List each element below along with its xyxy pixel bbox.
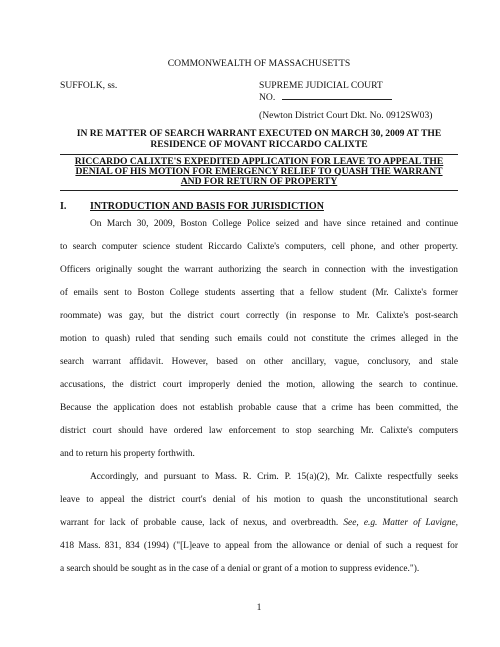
paragraph2-line: a search should be sought as in the case of a denial or grant of a motion to suppress evidence."). [60, 564, 420, 574]
lavigne-citation: See, e.g. Matter of Lavigne, [343, 518, 459, 528]
matter-caption-line2: RESIDENCE OF MOVANT RICCARDO CALIXTE [150, 139, 368, 150]
paragraph1-line: Because the application does not establish probable cause that a crime has been committed, the [60, 403, 458, 413]
lower-court-docket: (Newton District Court Dkt. No. 0912SW03) [259, 110, 433, 121]
paragraph1-line: search warrant affidavit. However, based on other ancillary, vague, conclusory, and stale [60, 357, 458, 367]
paragraph1-line: Officers originally sought the warrant authorizing the search in connection with the investigation [60, 265, 458, 275]
paragraph2-line3-text: warrant for lack of probable cause, lack of nexus, and overbreadth. [60, 518, 344, 528]
paragraph1-line: On March 30, 2009, Boston College Police seized and have since retained and continue [90, 219, 458, 229]
paragraph1-line: of emails sent to Boston College students asserting that a fellow student (Mr. Calixte's former [60, 288, 458, 298]
page-number: 1 [256, 602, 262, 613]
paragraph2-line [60, 518, 458, 529]
county-label: SUFFOLK, ss. [60, 80, 118, 91]
document-title-line3: AND FOR RETURN OF PROPERTY [180, 176, 338, 187]
docket-no-text: NO. [259, 92, 276, 103]
paragraph2-line: Accordingly, and pursuant to Mass. R. Crim. P. 15(a)(2), Mr. Calixte respectfully seeks [90, 472, 458, 482]
docket-number-blank [282, 91, 392, 100]
document-title-line1: RICCARDO CALIXTE'S EXPEDITED APPLICATION FOR LEAVE TO APPEAL THE [74, 156, 444, 167]
docket-number-label [259, 91, 392, 103]
paragraph1-line: district court should have ordered law enforcement to stop searching Mr. Calixte's computers [60, 426, 458, 436]
paragraph2-line: 418 Mass. 831, 834 (1994) ("[L]eave to appeal from the allowance or denial of such a request for [60, 541, 458, 551]
title-rule-bottom [60, 190, 458, 191]
section-number: I. [60, 201, 67, 212]
matter-caption-line1: IN RE MATTER OF SEARCH WARRANT EXECUTED ON MARCH 30, 2009 AT THE [76, 128, 442, 139]
paragraph2-line: leave to appeal the district court's denial of his motion to quash the unconstitutional search [60, 495, 458, 505]
commonwealth-heading: COMMONWEALTH OF MASSACHUSETTS [167, 58, 351, 69]
paragraph1-line: and to return his property forthwith. [60, 449, 195, 459]
court-name: SUPREME JUDICIAL COURT [259, 80, 383, 91]
section-title: INTRODUCTION AND BASIS FOR JURISDICTION [90, 201, 324, 212]
title-rule-top [60, 154, 458, 155]
paragraph1-line: roommate) was gay, but the district court correctly (in response to Mr. Calixte's post-search [60, 311, 458, 321]
paragraph1-line: to search computer science student Riccardo Calixte's computers, cell phone, and other property. [60, 242, 458, 252]
paragraph1-line: accusations, the district court improperly denied the motion, allowing the search to continue. [60, 380, 458, 390]
document-title-line2: DENIAL OF HIS MOTION FOR EMERGENCY RELIEF TO QUASH THE WARRANT [75, 166, 443, 177]
paragraph1-line: motion to quash) ruled that sending such emails could not constitute the crimes alleged in the [60, 334, 458, 344]
